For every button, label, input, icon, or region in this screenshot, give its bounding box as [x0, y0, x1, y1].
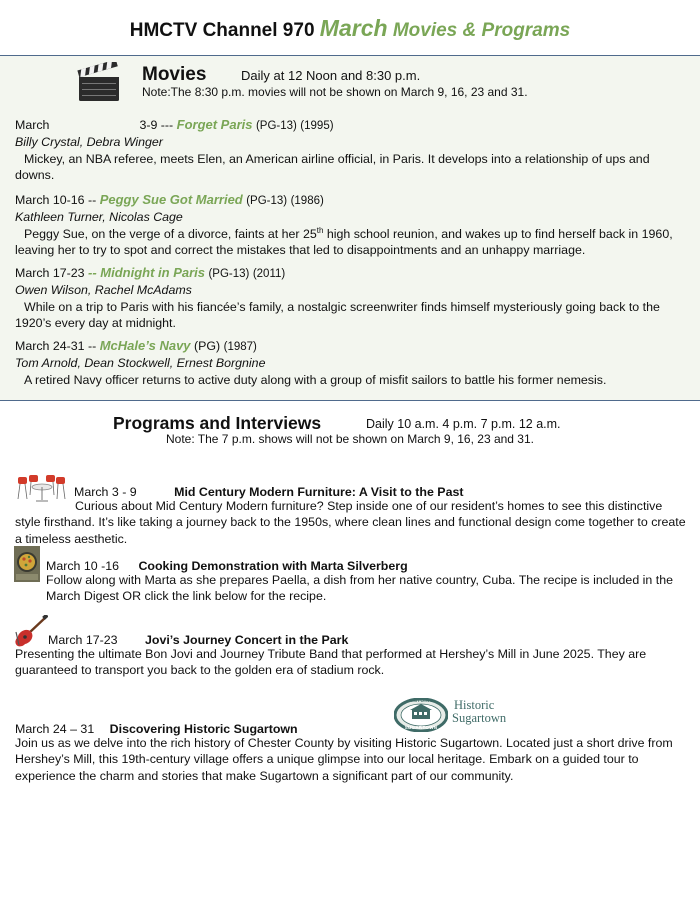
movie-title: McHale’s Navy: [99, 338, 191, 353]
programs-heading: Programs and Interviews: [113, 413, 322, 433]
movie-description: Mickey, an NBA referee, meets Elen, an American airline official, in Paris. It develops into a relationship of ups and downs.: [15, 151, 650, 182]
title-month: March: [319, 15, 388, 41]
movie-description-part: Peggy Sue, on the verge of a divorce, faints at her 25: [24, 226, 317, 241]
program-dates: March 10 -16: [46, 559, 120, 573]
movie-headline: [15, 116, 687, 134]
movie-item: [15, 191, 687, 258]
program-description: Presenting the ultimate Bon Jovi and Journey Tribute Band that performed at Hershey’s Mill in June 2025. They are guaranteed to transport you back to the golden era of stadium rock.: [15, 647, 647, 678]
program-description: Follow along with Marta as she prepares Paella, a dish from her native country, Cuba. The recipe is included in the March Digest OR click the link below for the recipe.: [46, 573, 673, 604]
movies-heading: Movies: [142, 64, 207, 85]
movie-headline: [15, 191, 687, 209]
paella-pan-icon: [14, 546, 40, 582]
movie-rating: (PG-13): [255, 120, 297, 132]
movie-cast: Billy Crystal, Debra Winger: [15, 135, 163, 150]
movie-item: [15, 116, 687, 183]
program-dates: March 17-23: [48, 633, 118, 647]
movie-title: -- Midnight in Paris: [88, 265, 206, 280]
clapperboard-icon: [77, 62, 121, 102]
movie-dates: March 24-31 --: [15, 339, 97, 353]
movie-description: A retired Navy officer returns to active duty along with a group of misfit sailors to battle his former nemesis.: [24, 372, 607, 387]
movie-description: While on a trip to Paris with his fiancée’s family, a nostalgic screenwriter finds himself mysteriously going back to the 1920’s every day at midnight.: [15, 299, 660, 330]
programs-schedule: Daily 10 a.m. 4 p.m. 7 p.m. 12 a.m.: [366, 417, 561, 431]
movie-rating: (PG-13): [208, 268, 250, 280]
program-title: Discovering Historic Sugartown: [109, 722, 298, 736]
program-title: Mid Century Modern Furniture: A Visit to the Past: [174, 485, 464, 499]
program-dates: March 3 - 9: [74, 485, 137, 499]
movie-dates: March 17-23: [15, 266, 85, 280]
program-dates: March 24 – 31: [15, 722, 95, 736]
movies-note: Note:The 8:30 p.m. movies will not be shown on March 9, 16, 23 and 31.: [142, 85, 528, 99]
movie-rating: (PG-13): [246, 195, 288, 207]
movies-schedule: Daily at 12 Noon and 8:30 p.m.: [241, 68, 421, 83]
movie-cast: Owen Wilson, Rachel McAdams: [15, 283, 192, 298]
programs-note: Note: The 7 p.m. shows will not be shown on March 9, 16, 23 and 31.: [166, 432, 534, 446]
program-description: Join us as we delve into the rich history of Chester County by visiting Historic Sugartown. Located just a short drive from Hershey’s Mill, this 19th-century village offers a unique glimpse into our local heritage. Embark on a guided tour to experience the charm and stories that make Sugartown a significant part of our community.: [15, 736, 673, 783]
program-title: Jovi’s Journey Concert in the Park: [145, 633, 349, 647]
page-title: [0, 13, 700, 43]
movie-description-sup: th: [316, 225, 324, 235]
sugartown-logo: [394, 698, 518, 732]
movie-description-part: high school reunion, and wakes up to find herself back in 1960, leaving her to try to spot and correct the mistakes that led to disappointments and an unhappy marriage.: [15, 226, 673, 258]
title-highlight: [319, 15, 571, 41]
movie-year: (1987): [223, 341, 257, 353]
movie-item: [15, 337, 687, 388]
seal-text-bottom: SUGARTOWN: [404, 725, 438, 730]
title-prefix: HMCTV Channel 970: [129, 20, 315, 41]
movie-title: Forget Paris: [176, 117, 253, 132]
guitar-icon: [14, 615, 48, 647]
movie-title: Peggy Sue Got Married: [99, 192, 243, 207]
seal-text-top: HISTORIC: [408, 698, 434, 703]
logo-word-historic: Historic: [454, 698, 495, 712]
movie-description: [15, 226, 687, 259]
movie-cast: Tom Arnold, Dean Stockwell, Ernest Borgnine: [15, 356, 266, 371]
movie-dates: 3-9 ---: [139, 118, 174, 132]
movie-year: (1986): [290, 195, 324, 207]
movie-item: [15, 264, 687, 331]
movie-year: (1995): [300, 120, 334, 132]
movie-headline: [15, 337, 687, 355]
movie-dates: March: [15, 118, 50, 132]
movie-dates: March 10-16 --: [15, 193, 97, 207]
program-title: Cooking Demonstration with Marta Silverberg: [138, 559, 408, 573]
logo-word-sugartown: Sugartown: [452, 711, 507, 725]
movie-rating: (PG): [194, 339, 221, 353]
movie-year: (2011): [252, 268, 286, 280]
movie-cast: Kathleen Turner, Nicolas Cage: [15, 210, 183, 225]
title-rest: Movies & Programs: [392, 20, 571, 41]
program-description: Curious about Mid Century Modern furniture? Step inside one of our resident’s homes to see this distinctive style firsthand. It’s like taking a journey back to the 1950s, where clean lines and functional design come together to create a timeless aesthetic.: [15, 499, 686, 546]
movie-headline: [15, 264, 687, 282]
